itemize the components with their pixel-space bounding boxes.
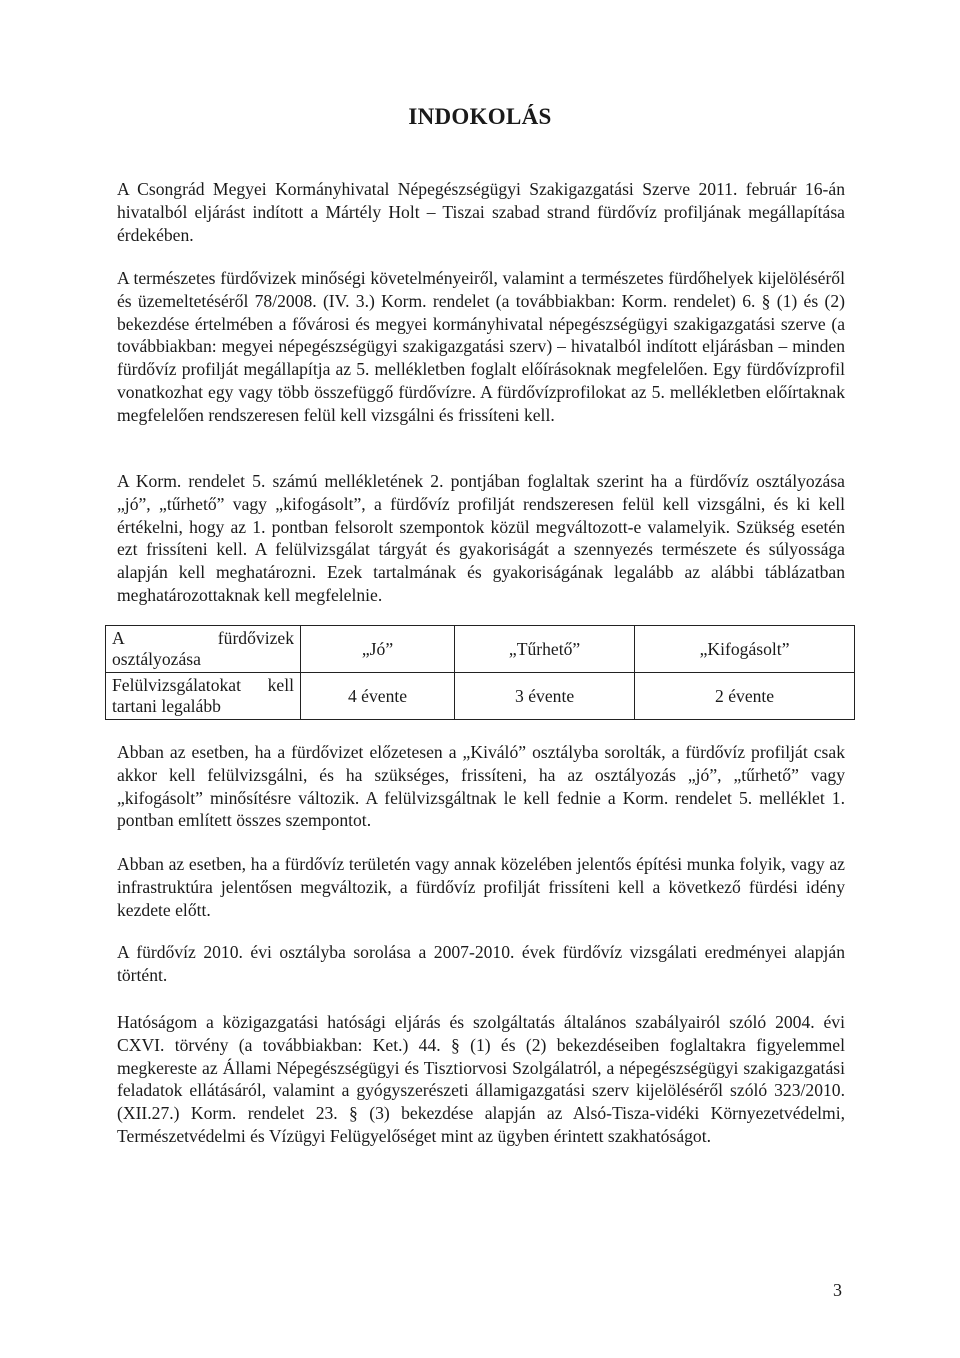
paragraph-excellent-class: Abban az esetben, ha a fürdővizet előzetesen a „Kiváló” osztályba sorolták, a fürdővíz profilját csak akkor kell felülvizsgálni, és ha szükséges, frissíteni, ha az osztályozás „jó”, „tűrhető” vagy „kifogásolt” minősítésre változik. A felülvizsgáltnak le kell fednie a Korm. rendelet 5. melléklet 1. pontban említett összes szempontot. bbox=[117, 742, 845, 831]
table-cell: „Tűrhető” bbox=[455, 626, 635, 673]
table-cell: „Kifogásolt” bbox=[635, 626, 855, 673]
paragraph-review-requirements: A Korm. rendelet 5. számú mellékletének 2. pontjában foglaltak szerint ha a fürdővíz osztályozása „jó”, „tűrhető” vagy „kifogásolt”, a fürdővíz profilját rendszeresen felül kell vizsgálni, és ki kell értékelni, hogy az 1. pontban felsorolt szempontok közül megváltozott-e valamelyik. Szükség esetén ezt frissíteni kell. A felülvizsgálat tárgyát és gyakoriságát a szennyezés természete és súlyossága alapján kell meghatározni. Ezek tartalmának és gyakoriságának legalább az alábbi táblázatban meghatározottaknak kell megfelelnie. bbox=[117, 471, 845, 605]
paragraph-authority-consultation: Hatóságom a közigazgatási hatósági eljárás és szolgáltatás általános szabályairól szóló 2004. évi CXVI. törvény (a továbbiakban: Ket.) 44. § (1) és (2) bekezdéseiben foglaltakra figyelemmel megkereste az Állami Népegészségügyi és Tisztiorvosi Szolgálatról, a népegészségügyi szakigazgatási feladatok ellátásáról, valamint a gyógyszerészeti államigazgatási szerv kijelöléséről szóló 323/2010. (XII.27.) Korm. rendelet 23. § (3) bekezdése alapján az Alsó-Tisza-vidéki Környezetvédelmi, Természetvédelmi és Vízügyi Felügyelőséget mint az ügyben érintett szakhatóságot. bbox=[117, 1012, 845, 1146]
table-cell: 2 évente bbox=[635, 673, 855, 720]
paragraph-classification-2010: A fürdővíz 2010. évi osztályba sorolása a 2007-2010. évek fürdővíz vizsgálati eredményei alapján történt. bbox=[117, 942, 845, 985]
table-row bbox=[106, 626, 855, 673]
table-row-label-cell bbox=[106, 673, 301, 720]
table-header-label-cell bbox=[106, 626, 301, 673]
table-header-label: A fürdővizek osztályozása bbox=[112, 628, 294, 669]
paragraph-legal-basis: A természetes fürdővizek minőségi követelményeiről, valamint a természetes fürdőhelyek kijelöléséről és üzemeltetéséről 78/2008. (IV. 3.) Korm. rendelet (a továbbiakban: Korm. rendelet) 6. § (1) és (2) bekezdése értelmében a fővárosi és megyei kormányhivatal népegészségügyi szakigazgatási szerve (a továbbiakban: megyei népegészségügyi szakigazgatási szerv) – hivatalból indított eljárásban – minden fürdővíz profilját megállapítja az 5. mellékletben foglalt előírásoknak megfelelően. Egy fürdővízprofil vonatkozhat egy vagy több összefüggő fürdővízre. A fürdővízprofilokat az 5. mellékletben előírtaknak megfelelően rendszeresen felül kell vizsgálni és frissíteni kell. bbox=[117, 268, 845, 425]
paragraph-construction-work: Abban az esetben, ha a fürdővíz területén vagy annak közelében jelentős építési munka folyik, vagy az infrastruktúra jelentősen megváltozik, a fürdővíz profilját frissíteni kell a következő fürdési idény kezdete előtt. bbox=[117, 854, 845, 920]
page-number: 3 bbox=[833, 1280, 842, 1300]
page-title: INDOKOLÁS bbox=[408, 104, 552, 129]
table-cell: 3 évente bbox=[455, 673, 635, 720]
review-frequency-table bbox=[105, 625, 855, 720]
table-row bbox=[106, 673, 855, 720]
table-cell: „Jó” bbox=[301, 626, 455, 673]
table-cell: 4 évente bbox=[301, 673, 455, 720]
table-row-label: Felülvizsgálatokat kell tartani legalább bbox=[112, 675, 294, 716]
paragraph-procedure-start: A Csongrád Megyei Kormányhivatal Népegészségügyi Szakigazgatási Szerve 2011. február 16-án hivatalból eljárást indított a Mártély Holt – Tiszai szabad strand fürdővíz profiljának megállapítása érdekében. bbox=[117, 179, 845, 245]
